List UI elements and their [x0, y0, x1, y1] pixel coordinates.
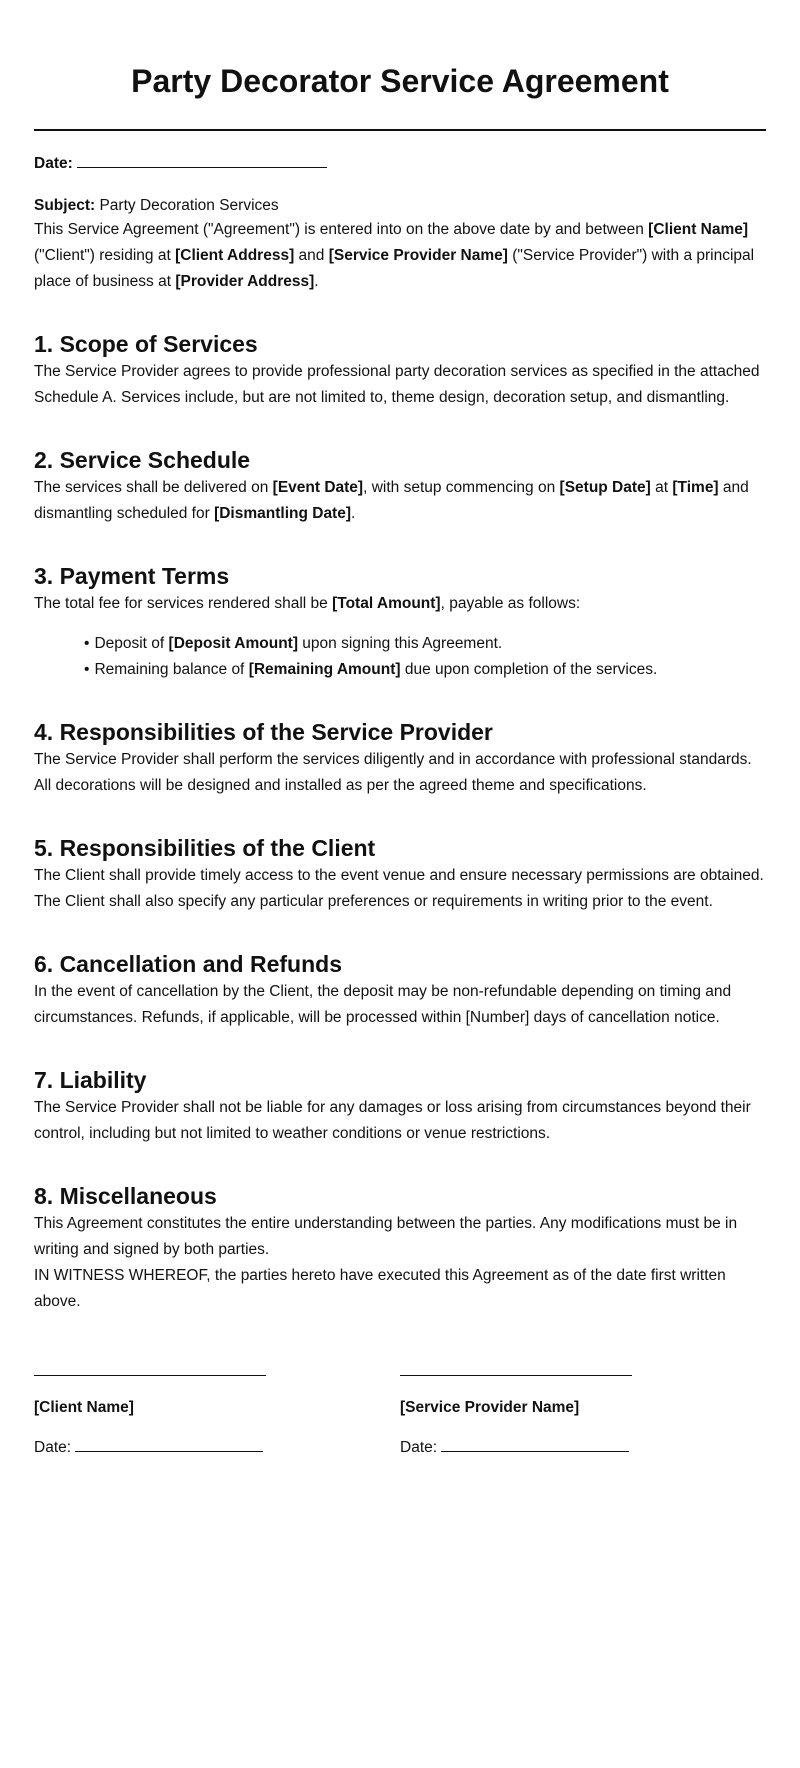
- client-signature-date: [34, 1437, 400, 1459]
- section-heading: 4. Responsibilities of the Service Provider: [34, 719, 493, 745]
- text-run: upon signing this Agreement.: [297, 635, 503, 652]
- provider-signature-date: [400, 1437, 766, 1459]
- text-run: and: [294, 247, 329, 264]
- text-run: .: [351, 505, 356, 522]
- placeholder-field: [Deposit Amount]: [168, 635, 298, 652]
- section-heading: 3. Payment Terms: [34, 563, 230, 589]
- intro-paragraph: [34, 217, 766, 295]
- list-item: [84, 631, 766, 657]
- client-signature: [34, 1375, 400, 1459]
- placeholder-field: [Provider Address]: [175, 273, 315, 290]
- placeholder-field: [Remaining Amount]: [248, 661, 401, 678]
- payment-list: [34, 631, 766, 683]
- placeholder-field: [Time]: [672, 479, 719, 496]
- signature-block: [34, 1375, 766, 1459]
- provider-signature: [400, 1375, 766, 1459]
- text-run: .: [314, 273, 319, 290]
- text-run: and dismantling scheduled for: [34, 479, 749, 522]
- client-signature-line: [34, 1375, 266, 1376]
- date-line: [34, 153, 766, 175]
- placeholder-field: [Total Amount]: [332, 595, 441, 612]
- list-item: [84, 657, 766, 683]
- subject-label: Subject:: [34, 197, 96, 214]
- document-title: Party Decorator Service Agreement: [131, 63, 669, 99]
- text-run: This Agreement constitutes the entire understanding between the parties. Any modifications must be in writing and signed by both parties.: [34, 1215, 738, 1258]
- placeholder-field: [Setup Date]: [559, 479, 651, 496]
- placeholder-field: [Service Provider Name]: [328, 247, 508, 264]
- text-run: In the event of cancellation by the Client, the deposit may be non-refundable depending on timing and circumstances. Refunds, if applicable, will be processed within [Number] days of cancellation notice.: [34, 983, 732, 1026]
- provider-date-blank: [441, 1437, 629, 1452]
- section-heading: 6. Cancellation and Refunds: [34, 951, 342, 977]
- text-run: The total fee for services rendered shall be: [34, 595, 333, 612]
- section-paragraph: [34, 747, 766, 799]
- text-run: Remaining balance of: [94, 661, 249, 678]
- text-run: , with setup commencing on: [363, 479, 560, 496]
- provider-signature-name: [Service Provider Name]: [400, 1399, 580, 1416]
- sections: [34, 329, 766, 1263]
- text-run: Deposit of: [94, 635, 169, 652]
- date-blank: [77, 153, 327, 168]
- section-heading: 1. Scope of Services: [34, 331, 258, 357]
- text-run: The Service Provider shall perform the services diligently and in accordance with professional standards. All decorations will be designed and installed as per the agreed theme and specifications.: [34, 751, 752, 794]
- subject-line: [34, 195, 766, 217]
- section-heading: 5. Responsibilities of the Client: [34, 835, 376, 861]
- text-run: , payable as follows:: [440, 595, 581, 612]
- placeholder-field: [Client Name]: [648, 221, 749, 238]
- date-label: Date:: [34, 155, 73, 172]
- placeholder-field: [Client Address]: [175, 247, 295, 264]
- text-run: The Service Provider agrees to provide professional party decoration services as specified in the attached Schedule A. Services include, but are not limited to, theme design, decoration setup, and dismantling.: [34, 363, 760, 406]
- section-paragraph: [34, 359, 766, 411]
- section-paragraph: [34, 591, 766, 617]
- section-paragraph: [34, 475, 766, 527]
- text-run: ("Client") residing at: [34, 247, 176, 264]
- section-heading: 7. Liability: [34, 1067, 147, 1093]
- section-paragraph: [34, 1211, 766, 1263]
- section-heading: 8. Miscellaneous: [34, 1183, 217, 1209]
- client-date-label: Date:: [34, 1439, 72, 1456]
- client-date-blank: [75, 1437, 263, 1452]
- section-paragraph: [34, 863, 766, 915]
- placeholder-field: [Dismantling Date]: [214, 505, 352, 522]
- text-run: The Service Provider shall not be liable for any damages or loss arising from circumstances beyond their control, including but not limited to weather conditions or venue restrictions.: [34, 1099, 751, 1142]
- text-run: at: [650, 479, 673, 496]
- text-run: This Service Agreement ("Agreement") is entered into on the above date by and between: [34, 221, 649, 238]
- witness-paragraph: IN WITNESS WHEREOF, the parties hereto have executed this Agreement as of the date first written above.: [34, 1267, 726, 1310]
- section-paragraph: [34, 1095, 766, 1147]
- placeholder-field: [Event Date]: [272, 479, 364, 496]
- section-heading: 2. Service Schedule: [34, 447, 251, 473]
- title-divider: [34, 129, 766, 131]
- text-run: The Client shall provide timely access to the event venue and ensure necessary permissions are obtained. The Client shall also specify any particular preferences or requirements in writing prior to the event.: [34, 867, 764, 910]
- text-run: ("Service Provider") with a principal place of business at: [34, 247, 755, 290]
- subject-value: Party Decoration Services: [99, 197, 279, 214]
- text-run: The services shall be delivered on: [34, 479, 273, 496]
- provider-signature-line: [400, 1375, 632, 1376]
- section-paragraph: [34, 979, 766, 1031]
- provider-date-label: Date:: [400, 1439, 438, 1456]
- text-run: due upon completion of the services.: [400, 661, 658, 678]
- client-signature-name: [Client Name]: [34, 1399, 134, 1416]
